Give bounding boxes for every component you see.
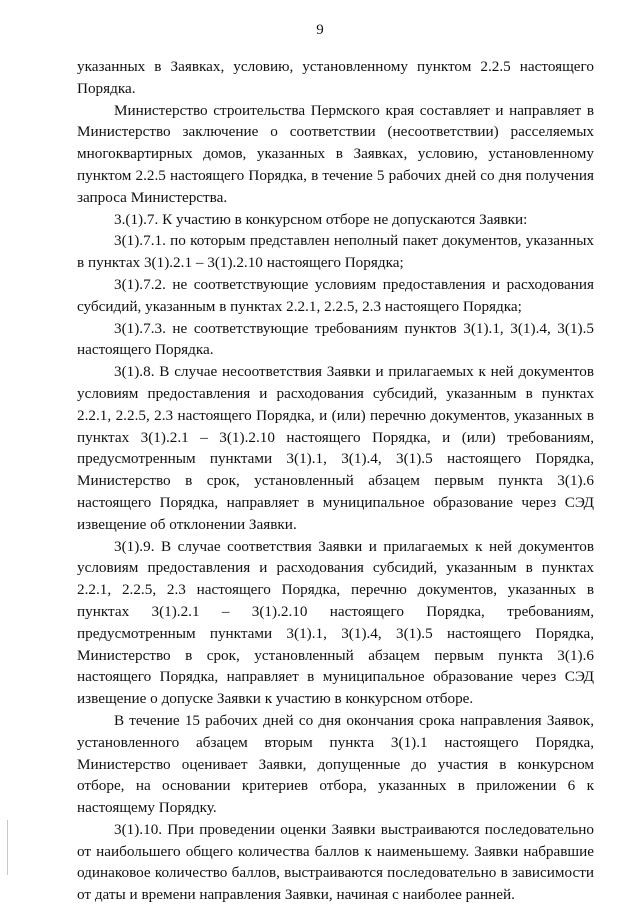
paragraph-3-1-7-3: 3(1).7.3. не соответствующие требованиям пунктов 3(1).1, 3(1).4, 3(1).5 настоящего Порядка. (77, 319, 594, 359)
paragraph-3-1-7: 3.(1).7. К участию в конкурсном отборе не допускаются Заявки: (114, 210, 528, 228)
paragraph-3-1-7-1: 3(1).7.1. по которым представлен неполный пакет документов, указанных в пунктах 3(1).2.1 – 3(1).2.10 настоящего Порядка; (77, 232, 594, 272)
document-body (77, 56, 594, 906)
paragraph-3-1-7-2: 3(1).7.2. не соответствующие условиям предоставления и расходования субсидий, указанным в пунктах 2.2.1, 2.2.5, 2.3 настоящего Порядка; (77, 275, 594, 315)
paragraph-3-1-10: 3(1).10. При проведении оценки Заявки выстраиваются последовательно от наибольшего общего количества баллов к наименьшему. Заявки набравшие одинаковое количество баллов, выстраиваются последовательно в зависимости от даты и времени направления Заявки, начиная с наиболее ранней. (77, 820, 594, 904)
paragraph-3-1-9: 3(1).9. В случае соответствия Заявки и прилагаемых к ней документов условиям предоставления и расходования субсидий, указанным в пунктах 2.2.1, 2.2.5, 2.3 настоящего Порядка, перечню документов, указанных в пунктах 3(1).2.1 – 3(1).2.10 настоящего Порядка, требованиям, предусмотренным пунктами 3(1).1, 3(1).4, 3(1).5 настоящего Порядка, Министерство в срок, установленный абзацем первым пункта 3(1).6 настоящего Порядка, направляет в муниципальное образование через СЭД извещение о допуске Заявки к участию в конкурсном отборе. (77, 537, 594, 708)
page-number: 9 (316, 22, 324, 38)
paragraph-3-1-8: 3(1).8. В случае несоответствия Заявки и прилагаемых к ней документов условиям предоставления и расходования субсидий, указанным в пунктах 2.2.1, 2.2.5, 2.3 настоящего Порядка, и (или) перечню документов, указанных в пунктах 3(1).2.1 – 3(1).2.10 настоящего Порядка, и (или) требованиям, предусмотренным пунктами 3(1).1, 3(1).4, 3(1).5 настоящего Порядка, Министерство в срок, установленный абзацем первым пункта 3(1).6 настоящего Порядка, направляет в муниципальное образование через СЭД извещение об отклонении Заявки. (77, 363, 594, 533)
paragraph-ministry-conclusion: Министерство строительства Пермского края составляет и направляет в Министерство заключение о соответствии (несоответствии) расселяемых многоквартирных домов, указанных в Заявках, условию, установленному пунктом 2.2.5 настоящего Порядка, в течение 5 рабочих дней со дня получения запроса Министерства. (77, 101, 594, 206)
paragraph-continuation: указанных в Заявках, условию, установленному пунктом 2.2.5 настоящего Порядка. (77, 58, 594, 97)
paragraph-evaluation-period: В течение 15 рабочих дней со дня окончания срока направления Заявок, установленного абзацем вторым пункта 3(1).1 настоящего Порядка, Министерство оценивает Заявки, допущенные до участия в конкурсном отборе, на основании критериев отбора, указанных в приложении 6 к настоящему Порядку. (77, 711, 594, 817)
scan-edge-mark (7, 820, 8, 875)
